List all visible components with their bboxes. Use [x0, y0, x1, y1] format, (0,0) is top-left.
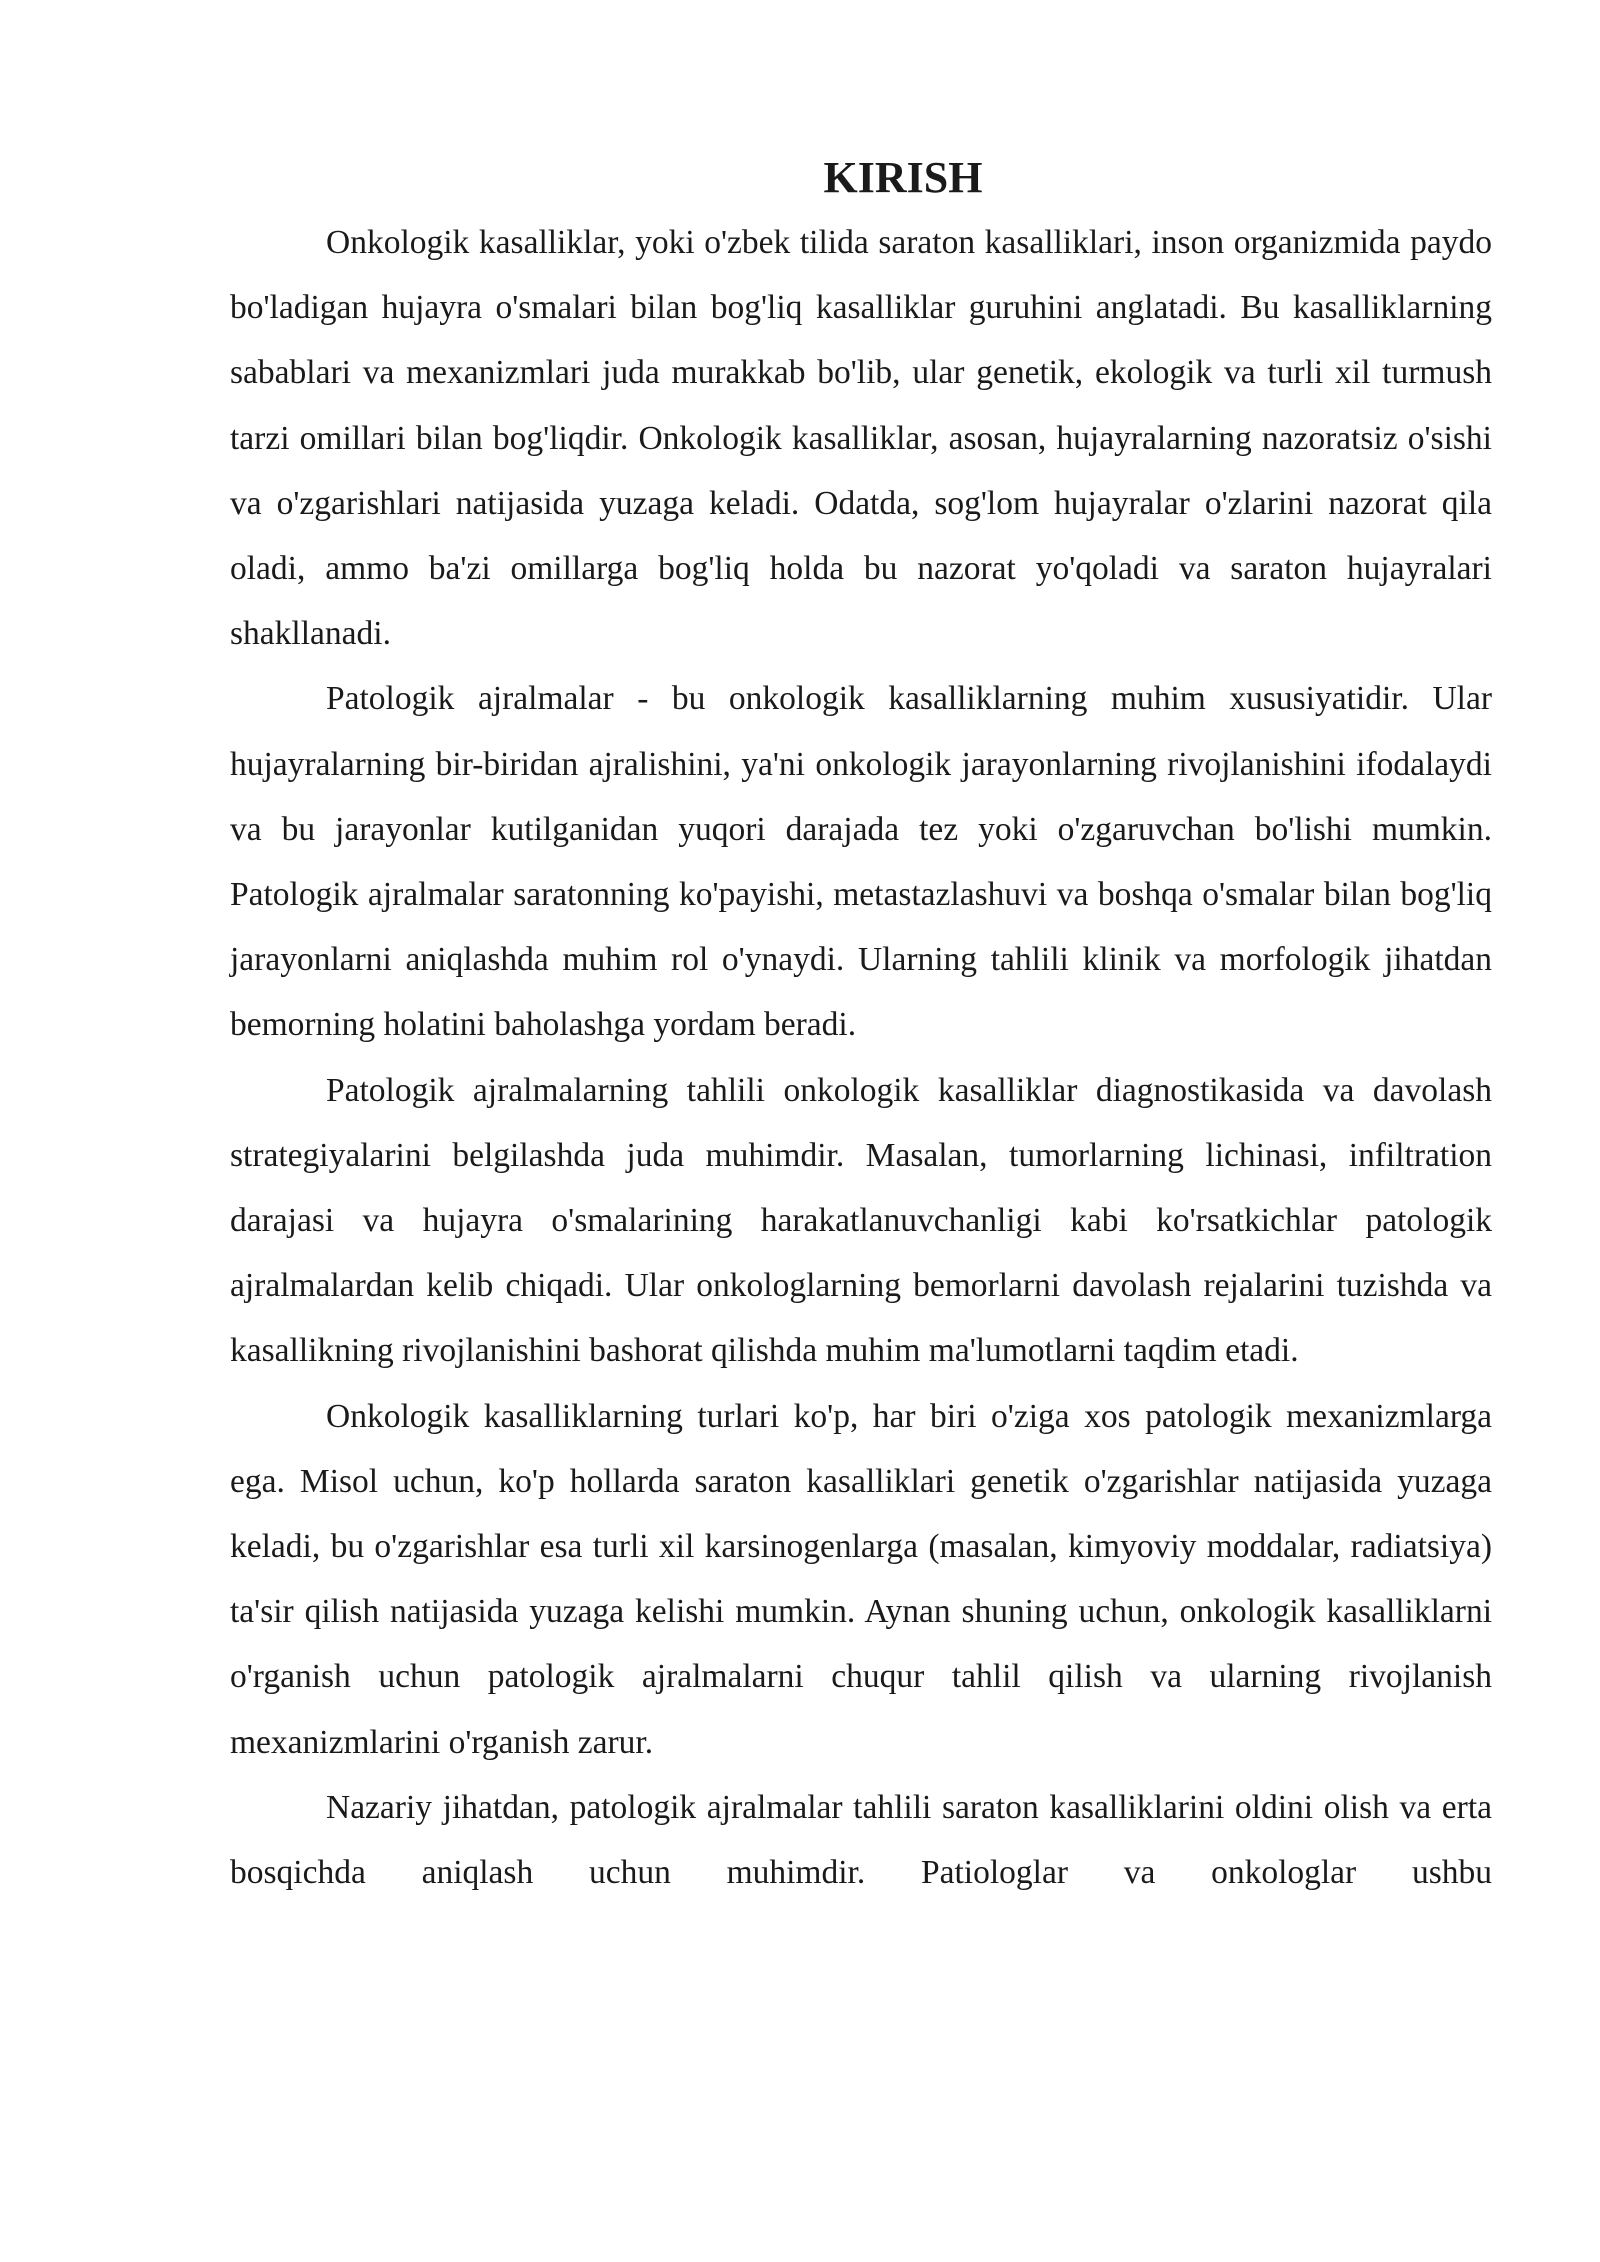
paragraph-2: Patologik ajralmalar - bu onkologik kasalliklarning muhim xususiyatidir. Ular hujayralarning bir-biridan ajralishini, ya'ni onkologik jarayonlarning rivojlanishini ifodalaydi va bu jarayonlar kutilganidan yuqori darajada tez yoki o'zgaruvchan bo'lishi mumkin. Patologik ajralmalar saratonning ko'payishi, metastazlashuvi va boshqa o'smalar bilan bog'liq jarayonlarni aniqlashda muhim rol o'ynaydi. Ularning tahlili klinik va morfologik jihatdan bemorning holatini baholashga yordam beradi. [230, 680, 1492, 1044]
paragraph-1: Onkologik kasalliklar, yoki o'zbek tilida saraton kasalliklari, inson organizmida paydo bo'ladigan hujayra o'smalari bilan bog'liq kasalliklar guruhini anglatadi. Bu kasalliklarning sabablari va mexanizmlari juda murakkab bo'lib, ular genetik, ekologik va turli xil turmush tarzi omillari bilan bog'liqdir. Onkologik kasalliklar, asosan, hujayralarning nazoratsiz o'sishi va o'zgarishlari natijasida yuzaga keladi. Odatda, sog'lom hujayralar o'zlarini nazorat qila oladi, ammo ba'zi omillarga bog'liq holda bu nazorat yo'qoladi va saraton hujayralari shakllanadi. [230, 224, 1492, 653]
paragraph-3: Patologik ajralmalarning tahlili onkologik kasalliklar diagnostikasida va davolash strategiyalarini belgilashda juda muhimdir. Masalan, tumorlarning lichinasi, infiltration darajasi va hujayra o'smalarining harakatlanuvchanligi kabi ko'rsatkichlar patologik ajralmalardan kelib chiqadi. Ular onkologlarning bemorlarni davolash rejalarini tuzishda va kasallikning rivojlanishini bashorat qilishda muhim ma'lumotlarni taqdim etadi. [230, 1071, 1492, 1370]
paragraph-5: Nazariy jihatdan, patologik ajralmalar tahlili saraton kasalliklarini oldini olish va erta bosqichda aniqlash uchun muhimdir. Patiologlar va onkologlar ushbu [230, 1788, 1492, 1892]
page-title: KIRISH [823, 153, 983, 202]
paragraph-4: Onkologik kasalliklarning turlari ko'p, har biri o'ziga xos patologik mexanizmlarga ega. Misol uchun, ko'p hollarda saraton kasalliklari genetik o'zgarishlar natijasida yuzaga keladi, bu o'zgarishlar esa turli xil karsinogenlarga (masalan, kimyoviy moddalar, radiatsiya) ta'sir qilish natijasida yuzaga kelishi mumkin. Aynan shuning uchun, onkologik kasalliklarni o'rganish uchun patologik ajralmalarni chuqur tahlil qilish va ularning rivojlanish mexanizmlarini o'rganish zarur. [230, 1397, 1492, 1761]
document-body [230, 150, 1492, 1905]
